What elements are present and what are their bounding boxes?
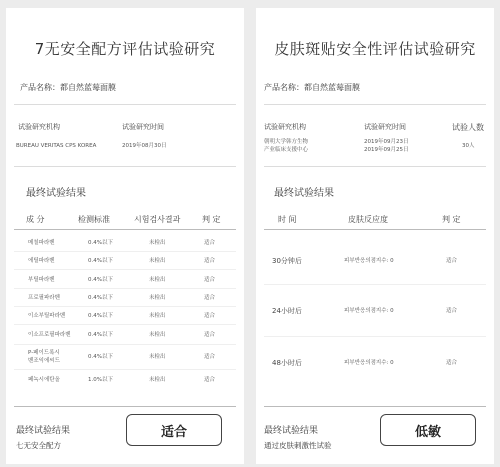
judge-value: 适合: [204, 277, 216, 283]
judge-value: 适合: [204, 295, 216, 301]
col-time: 时 间: [278, 215, 297, 224]
standard-value: 0.4%以下: [88, 258, 113, 264]
final-result-title: 最终试验结果: [16, 426, 71, 436]
standard-value: 0.4%以下: [88, 332, 113, 338]
card-title: 皮肤斑贴安全性评估试验研究: [274, 40, 476, 58]
result-value: 未检出: [149, 313, 166, 319]
result-value: 未检出: [149, 295, 166, 301]
ingredient-name: 이소프로필파라벤: [28, 332, 71, 338]
header-divider: [264, 229, 486, 230]
org-value: BUREAU VERITAS CPS KOREA: [16, 143, 97, 149]
judge-value: 适合: [204, 240, 216, 246]
ingredient-name-line1: P-페이드록시: [28, 350, 60, 356]
org-header: 试验研究机构: [264, 123, 306, 131]
time-header: 试验研究时间: [122, 123, 164, 131]
card-title: 7无安全配方评估试验研究: [34, 40, 216, 58]
standard-value: 1.0%以下: [88, 377, 113, 383]
standard-value: 0.4%以下: [88, 354, 113, 360]
divider: [14, 166, 236, 167]
result-value: 未检出: [149, 258, 166, 264]
result-value: 未检出: [149, 277, 166, 283]
judge-value: 适合: [446, 360, 458, 366]
col-judge: 判 定: [442, 215, 461, 224]
hypoallergenic-button[interactable]: 低敏: [380, 414, 476, 446]
standard-value: 0.4%以下: [88, 240, 113, 246]
judge-value: 适合: [204, 332, 216, 338]
time-value: 2019年08月30日: [122, 143, 167, 149]
final-result-subtitle: 七无安全配方: [16, 441, 61, 450]
row-divider: [14, 324, 236, 325]
product-name: 产品名称：都自然蓝莓面膜: [264, 83, 360, 92]
time-value: 48小时后: [272, 359, 302, 367]
people-value: 30人: [462, 143, 475, 149]
result-value: 未检出: [149, 332, 166, 338]
result-value: 未检出: [149, 240, 166, 246]
ingredient-name: 부틸파라벤: [28, 277, 55, 283]
suitable-button[interactable]: 适合: [126, 414, 222, 446]
org-value-line2: 产业临床支援中心: [264, 147, 309, 153]
people-header: 试验人数: [452, 123, 484, 132]
section-title: 最终试验结果: [274, 188, 334, 199]
ingredient-name: 메칠파라벤: [28, 240, 55, 246]
divider: [14, 104, 236, 105]
row-divider: [264, 284, 486, 285]
org-value-line1: 朝明大学韩方生物: [264, 139, 309, 145]
row-divider: [14, 306, 236, 307]
judge-value: 适合: [204, 377, 216, 383]
result-value: 未检出: [149, 354, 166, 360]
standard-value: 0.4%以下: [88, 277, 113, 283]
ingredient-name: 이소부틸파라벤: [28, 313, 66, 319]
col-reaction: 皮肤反应度: [348, 215, 388, 224]
col-standard: 检测标准: [78, 215, 110, 224]
header-divider: [14, 229, 236, 230]
reaction-value: 피부반응의점지수: 0: [344, 360, 394, 366]
ingredient-name: 프로필파라벤: [28, 295, 60, 301]
time-value: 30分钟后: [272, 257, 302, 265]
col-ingredient: 成 分: [26, 215, 45, 224]
final-result-subtitle: 通过皮肤刺激性试验: [264, 441, 332, 450]
row-divider: [14, 344, 236, 345]
footer-divider: [264, 406, 486, 407]
judge-value: 适合: [446, 308, 458, 314]
row-divider: [14, 269, 236, 270]
ingredient-name: 페녹시에탄올: [28, 377, 60, 383]
time-value: 24小时后: [272, 307, 302, 315]
row-divider: [14, 369, 236, 370]
standard-value: 0.4%以下: [88, 313, 113, 319]
row-divider: [264, 336, 486, 337]
org-header: 试验研究机构: [18, 123, 60, 131]
safety-formula-card: [6, 8, 244, 464]
patch-test-card: [256, 8, 494, 464]
time-value-line1: 2019年09月23日: [364, 139, 409, 145]
row-divider: [14, 251, 236, 252]
judge-value: 适合: [446, 258, 458, 264]
product-name: 产品名称：都自然蓝莓面膜: [20, 83, 116, 92]
time-value-line2: 2019年09月25日: [364, 147, 409, 153]
col-judge: 判 定: [202, 215, 221, 224]
divider: [264, 166, 486, 167]
ingredient-name: 에틸파라벤: [28, 258, 55, 264]
row-divider: [14, 288, 236, 289]
judge-value: 适合: [204, 258, 216, 264]
judge-value: 适合: [204, 313, 216, 319]
judge-value: 适合: [204, 354, 216, 360]
reaction-value: 피부반응의점지수: 0: [344, 258, 394, 264]
standard-value: 0.4%以下: [88, 295, 113, 301]
section-title: 最终试验结果: [26, 188, 86, 199]
col-result: 시험검사결과: [134, 215, 181, 224]
reaction-value: 피부반응의점지수: 0: [344, 308, 394, 314]
divider: [264, 104, 486, 105]
footer-divider: [14, 406, 236, 407]
time-header: 试验研究时间: [364, 123, 406, 131]
result-value: 未检出: [149, 377, 166, 383]
final-result-title: 最终试验结果: [264, 426, 319, 436]
ingredient-name-line2: 벤조익에씨드: [28, 358, 60, 364]
